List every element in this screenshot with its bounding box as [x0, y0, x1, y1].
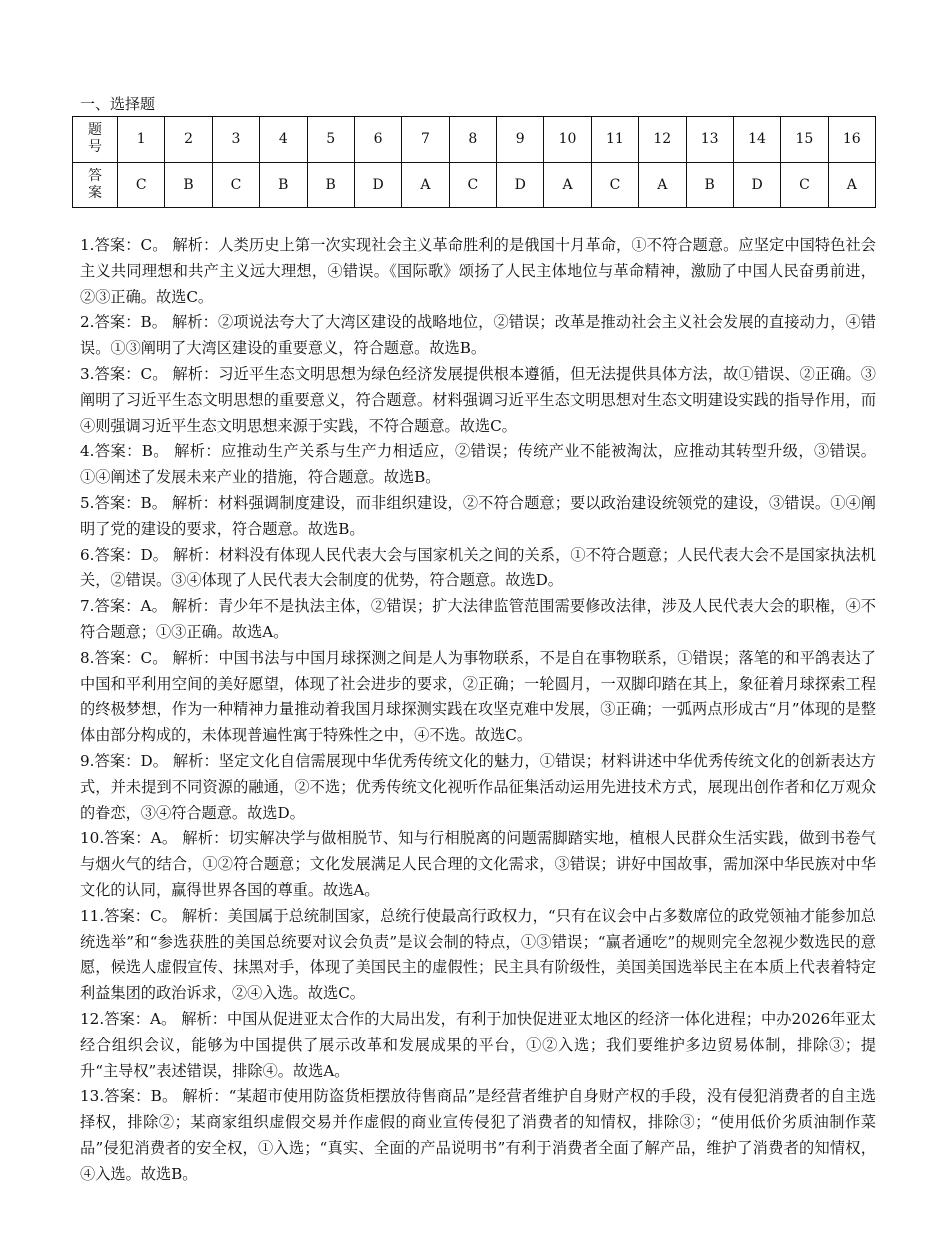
question-number: 5: [307, 117, 354, 163]
answer-cell: B: [686, 162, 733, 208]
question-number: 15: [781, 117, 828, 163]
answer-cell: A: [544, 162, 591, 208]
answer-cell: B: [260, 162, 307, 208]
answer-cell: A: [402, 162, 449, 208]
row-header-question-number: [73, 117, 118, 163]
header-char: 号: [88, 139, 102, 156]
answer-cell: D: [497, 162, 544, 208]
explanation-3: 3.答案：C。 解析：习近平生态文明思想为绿色经济发展提供根本遵循，但无法提供具体方法，故①错误、②正确。③阐明了习近平生态文明思想的重要意义，符合题意。材料强调习近平生态文明思想对生态文明建设实践的指导作用，而④则强调习近平生态文明思想来源于实践，不符合题意。故选C。: [80, 364, 876, 435]
question-number: 3: [212, 117, 259, 163]
explanation-7: 7.答案：A。 解析：青少年不是执法主体，②错误；扩大法律监管范围需要修改法律，涉及人民代表大会的职権，④不符合题意；①③正确。故选A。: [80, 597, 876, 641]
explanation-4: 4.答案：B。 解析：应推动生产关系与生产力相适应，②错误；传统产业不能被淘汰，应推动其转型升级，③错误。①④阐述了发展未来产业的措施，符合题意。故选B。: [80, 442, 876, 487]
answer-cell: C: [118, 162, 165, 208]
explanation-6: 6.答案：D。 解析：材料没有体现人民代表大会与国家机关之间的关系，①不符合题意；人民代表大会不是国家执法机关，②错误。③④体现了人民代表大会制度的优势，符合题意。故选D。: [80, 545, 876, 590]
answer-cell: C: [781, 162, 828, 208]
explanation-8: 8.答案：C。 解析：中国书法与中国月球探测之间是人为事物联系，不是自在事物联系，①错误；落笔的和平鸽表达了中国和平利用空间的美好愿望，体现了社会进步的要求，②正确；一轮圆月，一双脚印踏在其上，象征着月球探索工程的终极梦想，作为一种精神力量推动着我国月球探测实践在攻坚克难中发展，③正确；一弧两点形成古“月”体现的是整体由部分构成的，未体现普遍性寓于特殊性之中，④不选。故选C。: [80, 648, 876, 745]
explanation-2: 2.答案：B。 解析：②项说法夸大了大湾区建设的战略地位，②错误；改革是推动社会主义社会发展的直接动力，④错误。①③阐明了大湾区建设的重要意义，符合题意。故选B。: [80, 313, 876, 358]
answer-cell: A: [828, 162, 875, 208]
question-number: 12: [639, 117, 686, 163]
question-number: 8: [449, 117, 496, 163]
question-number: 4: [260, 117, 307, 163]
question-number: 9: [497, 117, 544, 163]
answer-cell: A: [639, 162, 686, 208]
question-number: 16: [828, 117, 875, 163]
question-number: 11: [591, 117, 638, 163]
row-header-answer: [73, 162, 118, 208]
explanation-12: 12.答案：A。 解析：中国从促进亚太合作的大局出发，有利于加快促进亚太地区的经济一体化进程；中办2026年亚太经合组织会议，能够为中国提供了展示改革和发展成果的平台，①②入选；我们要维护多边贸易体制，排除③；提升“主导权”表述错误，排除④。故选A。: [80, 1009, 876, 1080]
answer-cell: B: [165, 162, 212, 208]
question-number: 7: [402, 117, 449, 163]
answer-table: [72, 116, 876, 208]
explanation-13: 13.答案：B。 解析：“某超市使用防盗货柜摆放待售商品”是经营者维护自身财产权的手段，没有侵犯消费者的自主选择权，排除②；某商家组织虚假交易并作虚假的商业宣传侵犯了消费者的知情权，排除③；“使用低价劣质油制作菜品”侵犯消费者的安全权，①入选；“真实、全面的产品说明书”有利于消费者全面了解产品，维护了消费者的知情权，④入选。故选B。: [80, 1087, 876, 1183]
answer-row: [73, 162, 876, 208]
question-number: 2: [165, 117, 212, 163]
question-number: 6: [354, 117, 401, 163]
header-char: 题: [88, 122, 102, 139]
section-title: 一、选择题: [80, 95, 156, 113]
answer-cell: D: [733, 162, 780, 208]
question-number: 14: [733, 117, 780, 163]
explanation-5: 5.答案：B。 解析：材料强调制度建设，而非组织建设，②不符合题意；要以政治建设统领党的建设，③错误。①④阐明了党的建设的要求，符合题意。故选B。: [80, 493, 876, 538]
explanation-9: 9.答案：D。 解析：坚定文化自信需展现中华优秀传统文化的魅力，①错误；材料讲述中华优秀传统文化的创新表达方式，并未提到不同资源的融通，②不选；优秀传统文化视听作品征集活动运用先进技术方式，展现出创作者和亿万观众的眷恋，③④符合题意。故选D。: [80, 751, 876, 822]
answer-cell: C: [591, 162, 638, 208]
question-number: 13: [686, 117, 733, 163]
answer-cell: C: [449, 162, 496, 208]
answer-cell: C: [212, 162, 259, 208]
answer-cell: B: [307, 162, 354, 208]
answer-cell: D: [354, 162, 401, 208]
header-char: 答: [88, 167, 102, 184]
question-number: 1: [118, 117, 165, 163]
explanation-10: 10.答案：A。 解析：切实解决学与做相脱节、知与行相脱离的问题需脚踏实地，植根人民群众生活实践，做到书卷气与烟火气的结合，①②符合题意；文化发展满足人民合理的文化需求，③错误；讲好中国故事，需加深中华民族对中华文化的认同，赢得世界各国的尊重。故选A。: [80, 829, 876, 899]
question-number: 10: [544, 117, 591, 163]
explanation-1: 1.答案：C。 解析：人类历史上第一次实现社会主义革命胜利的是俄国十月革命，①不符合题意。应坚定中国特色社会主义共同理想和共产主义远大理想，④错误。《国际歌》颂扬了人民主体地位与革命精神，激励了中国人民奋勇前进，②③正确。故选C。: [80, 236, 876, 306]
question-number-row: [73, 117, 876, 163]
explanations-list: [80, 233, 876, 1187]
explanation-11: 11.答案：C。 解析：美国属于总统制国家，总统行使最高行政权力，“只有在议会中占多数席位的政党领袖才能参加总统选举”和“参选获胜的美国总统要对议会负责”是议会制的特点，①③错误；“赢者通吃”的规则完全忽视少数选民的意愿，候选人虚假宣传、抹黑对手，体现了美国民主的虚假性；民主具有阶级性，美国美国选举民主在本质上代表着特定利益集团的政治诉求，②④入选。故选C。: [80, 906, 876, 1003]
header-char: 案: [88, 184, 102, 201]
